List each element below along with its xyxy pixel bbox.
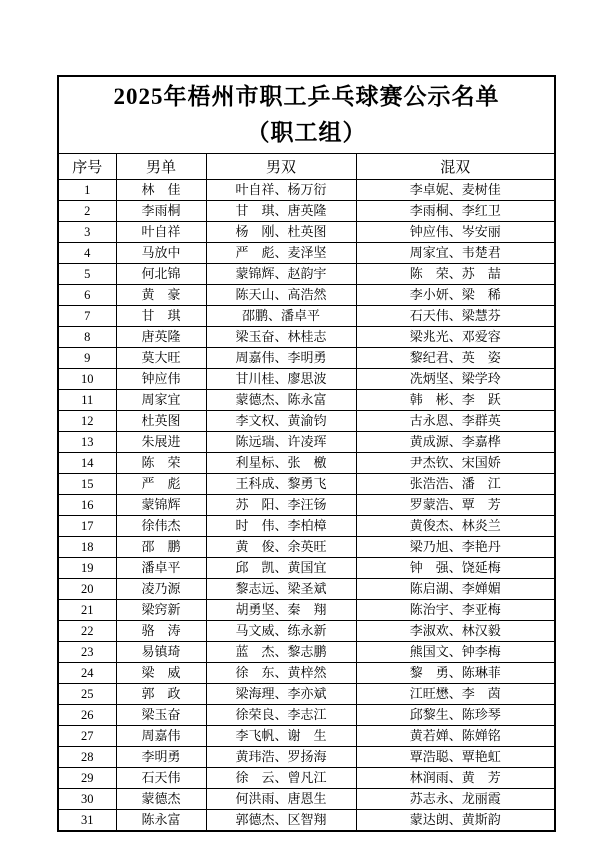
mens-singles-cell: 徐伟杰 bbox=[116, 515, 206, 536]
row-number-cell: 28 bbox=[58, 746, 116, 767]
row-number-cell: 29 bbox=[58, 767, 116, 788]
row-number-cell: 13 bbox=[58, 431, 116, 452]
mixed-doubles-cell: 黎 勇、陈琳菲 bbox=[356, 662, 555, 683]
table-row bbox=[58, 536, 555, 557]
mens-singles-cell: 李明勇 bbox=[116, 746, 206, 767]
mens-singles-cell: 石天伟 bbox=[116, 767, 206, 788]
row-number-cell: 22 bbox=[58, 620, 116, 641]
row-number-cell: 31 bbox=[58, 809, 116, 831]
table-row bbox=[58, 221, 555, 242]
table-row bbox=[58, 473, 555, 494]
mens-doubles-cell: 蒙德杰、陈永富 bbox=[206, 389, 356, 410]
column-header-mens-singles: 男单 bbox=[116, 153, 206, 179]
row-number-cell: 27 bbox=[58, 725, 116, 746]
row-number-cell: 9 bbox=[58, 347, 116, 368]
mens-doubles-cell: 徐 云、曾凡江 bbox=[206, 767, 356, 788]
header-row bbox=[58, 153, 555, 179]
table-row bbox=[58, 725, 555, 746]
mens-doubles-cell: 何洪雨、唐恩生 bbox=[206, 788, 356, 809]
table-row bbox=[58, 746, 555, 767]
mens-singles-cell: 郭 政 bbox=[116, 683, 206, 704]
row-number-cell: 10 bbox=[58, 368, 116, 389]
mens-doubles-cell: 胡勇坚、秦 翔 bbox=[206, 599, 356, 620]
mens-singles-cell: 严 彪 bbox=[116, 473, 206, 494]
mixed-doubles-cell: 李小妍、梁 稀 bbox=[356, 284, 555, 305]
mixed-doubles-cell: 邱黎生、陈珍琴 bbox=[356, 704, 555, 725]
mixed-doubles-cell: 李雨桐、李红卫 bbox=[356, 200, 555, 221]
row-number-cell: 20 bbox=[58, 578, 116, 599]
mens-doubles-cell: 黄玮浩、罗扬海 bbox=[206, 746, 356, 767]
mixed-doubles-cell: 韩 彬、李 跃 bbox=[356, 389, 555, 410]
mixed-doubles-cell: 苏志永、龙丽霞 bbox=[356, 788, 555, 809]
mens-doubles-cell: 黄 俊、余英旺 bbox=[206, 536, 356, 557]
row-number-cell: 24 bbox=[58, 662, 116, 683]
row-number-cell: 25 bbox=[58, 683, 116, 704]
mens-doubles-cell: 李文权、黄渝钧 bbox=[206, 410, 356, 431]
table-row bbox=[58, 452, 555, 473]
table-row bbox=[58, 809, 555, 831]
mens-doubles-cell: 陈远瑞、许凌珲 bbox=[206, 431, 356, 452]
mens-singles-cell: 林 佳 bbox=[116, 179, 206, 200]
table-row bbox=[58, 578, 555, 599]
row-number-cell: 7 bbox=[58, 305, 116, 326]
mens-doubles-cell: 陈天山、高浩然 bbox=[206, 284, 356, 305]
table-title-line1: 2025年梧州市职工乒乓球赛公示名单 bbox=[113, 84, 500, 110]
mens-doubles-cell: 蓝 杰、黎志鹏 bbox=[206, 641, 356, 662]
mens-singles-cell: 蒙锦辉 bbox=[116, 494, 206, 515]
mens-doubles-cell: 杨 刚、杜英图 bbox=[206, 221, 356, 242]
mixed-doubles-cell: 黄俊杰、林炎兰 bbox=[356, 515, 555, 536]
row-number-cell: 4 bbox=[58, 242, 116, 263]
mixed-doubles-cell: 李淑欢、林汉毅 bbox=[356, 620, 555, 641]
row-number-cell: 11 bbox=[58, 389, 116, 410]
mixed-doubles-cell: 李卓妮、麦树佳 bbox=[356, 179, 555, 200]
mens-singles-cell: 陈永富 bbox=[116, 809, 206, 831]
table-row bbox=[58, 494, 555, 515]
table-row bbox=[58, 683, 555, 704]
table-row bbox=[58, 515, 555, 536]
mens-singles-cell: 潘卓平 bbox=[116, 557, 206, 578]
table-row bbox=[58, 347, 555, 368]
table-row bbox=[58, 767, 555, 788]
row-number-cell: 26 bbox=[58, 704, 116, 725]
column-header-no: 序号 bbox=[58, 153, 116, 179]
row-number-cell: 17 bbox=[58, 515, 116, 536]
mixed-doubles-cell: 林润雨、黄 芳 bbox=[356, 767, 555, 788]
mens-doubles-cell: 严 彪、麦泽坚 bbox=[206, 242, 356, 263]
row-number-cell: 16 bbox=[58, 494, 116, 515]
mens-doubles-cell: 时 伟、李柏樟 bbox=[206, 515, 356, 536]
mens-singles-cell: 梁 威 bbox=[116, 662, 206, 683]
table-row bbox=[58, 599, 555, 620]
table-row bbox=[58, 200, 555, 221]
table-row bbox=[58, 179, 555, 200]
mens-doubles-cell: 郭德杰、区智翔 bbox=[206, 809, 356, 831]
mens-doubles-cell: 邵鹏、潘卓平 bbox=[206, 305, 356, 326]
row-number-cell: 23 bbox=[58, 641, 116, 662]
row-number-cell: 3 bbox=[58, 221, 116, 242]
table-row bbox=[58, 284, 555, 305]
column-header-mixed-doubles: 混双 bbox=[356, 153, 555, 179]
mixed-doubles-cell: 罗蒙浩、覃 芳 bbox=[356, 494, 555, 515]
mens-singles-cell: 何北锦 bbox=[116, 263, 206, 284]
table-row bbox=[58, 263, 555, 284]
mens-doubles-cell: 徐荣良、李志江 bbox=[206, 704, 356, 725]
mens-doubles-cell: 甘 琪、唐英隆 bbox=[206, 200, 356, 221]
mens-singles-cell: 甘 琪 bbox=[116, 305, 206, 326]
mens-singles-cell: 马放中 bbox=[116, 242, 206, 263]
mixed-doubles-cell: 梁乃旭、李艳丹 bbox=[356, 536, 555, 557]
row-number-cell: 6 bbox=[58, 284, 116, 305]
row-number-cell: 15 bbox=[58, 473, 116, 494]
mens-singles-cell: 叶自祥 bbox=[116, 221, 206, 242]
table-row bbox=[58, 557, 555, 578]
row-number-cell: 21 bbox=[58, 599, 116, 620]
table-row bbox=[58, 326, 555, 347]
roster-table bbox=[57, 75, 556, 832]
mens-singles-cell: 杜英图 bbox=[116, 410, 206, 431]
table-title bbox=[58, 76, 555, 153]
row-number-cell: 5 bbox=[58, 263, 116, 284]
mixed-doubles-cell: 黄若婵、陈婵铭 bbox=[356, 725, 555, 746]
mixed-doubles-cell: 张浩浩、潘 江 bbox=[356, 473, 555, 494]
table-row bbox=[58, 431, 555, 452]
mixed-doubles-cell: 熊国文、钟李梅 bbox=[356, 641, 555, 662]
mixed-doubles-cell: 梁兆光、邓爱容 bbox=[356, 326, 555, 347]
row-number-cell: 18 bbox=[58, 536, 116, 557]
mixed-doubles-cell: 江旺懋、李 茵 bbox=[356, 683, 555, 704]
mixed-doubles-cell: 陈启湖、李婵媚 bbox=[356, 578, 555, 599]
mens-doubles-cell: 李飞帆、谢 生 bbox=[206, 725, 356, 746]
row-number-cell: 14 bbox=[58, 452, 116, 473]
table-row bbox=[58, 641, 555, 662]
mixed-doubles-cell: 覃浩聪、覃艳虹 bbox=[356, 746, 555, 767]
mixed-doubles-cell: 石天伟、梁慧芬 bbox=[356, 305, 555, 326]
mens-doubles-cell: 梁海理、李亦斌 bbox=[206, 683, 356, 704]
mens-doubles-cell: 利星标、张 檄 bbox=[206, 452, 356, 473]
row-number-cell: 2 bbox=[58, 200, 116, 221]
mens-singles-cell: 李雨桐 bbox=[116, 200, 206, 221]
mens-singles-cell: 骆 涛 bbox=[116, 620, 206, 641]
table-row bbox=[58, 368, 555, 389]
table-row bbox=[58, 662, 555, 683]
mixed-doubles-cell: 周家宜、韦楚君 bbox=[356, 242, 555, 263]
mens-singles-cell: 梁玉奋 bbox=[116, 704, 206, 725]
mens-doubles-cell: 蒙锦辉、赵韵宇 bbox=[206, 263, 356, 284]
mixed-doubles-cell: 冼炳坚、梁学玲 bbox=[356, 368, 555, 389]
mens-singles-cell: 唐英隆 bbox=[116, 326, 206, 347]
table-row bbox=[58, 410, 555, 431]
mens-singles-cell: 周嘉伟 bbox=[116, 725, 206, 746]
row-number-cell: 19 bbox=[58, 557, 116, 578]
column-header-mens-doubles: 男双 bbox=[206, 153, 356, 179]
mixed-doubles-cell: 陈 荣、苏 喆 bbox=[356, 263, 555, 284]
table-row bbox=[58, 704, 555, 725]
table-row bbox=[58, 389, 555, 410]
mens-doubles-cell: 甘川桂、廖思波 bbox=[206, 368, 356, 389]
mixed-doubles-cell: 钟 强、饶延梅 bbox=[356, 557, 555, 578]
mens-doubles-cell: 苏 阳、李汪钖 bbox=[206, 494, 356, 515]
mixed-doubles-cell: 陈治宇、李亚梅 bbox=[356, 599, 555, 620]
table-body bbox=[58, 179, 555, 831]
mens-singles-cell: 蒙德杰 bbox=[116, 788, 206, 809]
title-row bbox=[58, 76, 555, 153]
row-number-cell: 1 bbox=[58, 179, 116, 200]
mens-doubles-cell: 马文威、练永新 bbox=[206, 620, 356, 641]
table-row bbox=[58, 305, 555, 326]
mens-singles-cell: 梁窍新 bbox=[116, 599, 206, 620]
mens-singles-cell: 黄 豪 bbox=[116, 284, 206, 305]
mens-doubles-cell: 徐 东、黄梓然 bbox=[206, 662, 356, 683]
mens-singles-cell: 钟应伟 bbox=[116, 368, 206, 389]
mens-doubles-cell: 邱 凯、黄国宜 bbox=[206, 557, 356, 578]
mens-singles-cell: 陈 荣 bbox=[116, 452, 206, 473]
mixed-doubles-cell: 蒙达朗、黄斯韵 bbox=[356, 809, 555, 831]
mens-doubles-cell: 王科成、黎勇飞 bbox=[206, 473, 356, 494]
mixed-doubles-cell: 尹杰钦、宋国娇 bbox=[356, 452, 555, 473]
mixed-doubles-cell: 黄成源、李嘉桦 bbox=[356, 431, 555, 452]
row-number-cell: 12 bbox=[58, 410, 116, 431]
mens-singles-cell: 邵 鹏 bbox=[116, 536, 206, 557]
mens-doubles-cell: 梁玉奋、林桂志 bbox=[206, 326, 356, 347]
mens-singles-cell: 易镇琦 bbox=[116, 641, 206, 662]
table-row bbox=[58, 788, 555, 809]
mixed-doubles-cell: 钟应伟、岑安丽 bbox=[356, 221, 555, 242]
table-title-line2: （职工组） bbox=[246, 119, 367, 145]
table-row bbox=[58, 620, 555, 641]
mens-doubles-cell: 叶自祥、杨万衍 bbox=[206, 179, 356, 200]
row-number-cell: 30 bbox=[58, 788, 116, 809]
mens-singles-cell: 莫大旺 bbox=[116, 347, 206, 368]
mens-singles-cell: 朱展进 bbox=[116, 431, 206, 452]
mixed-doubles-cell: 黎纪君、英 姿 bbox=[356, 347, 555, 368]
mens-doubles-cell: 周嘉伟、李明勇 bbox=[206, 347, 356, 368]
mixed-doubles-cell: 古永恩、李群英 bbox=[356, 410, 555, 431]
mens-singles-cell: 周家宜 bbox=[116, 389, 206, 410]
row-number-cell: 8 bbox=[58, 326, 116, 347]
table-row bbox=[58, 242, 555, 263]
mens-singles-cell: 凌乃源 bbox=[116, 578, 206, 599]
mens-doubles-cell: 黎志远、梁圣斌 bbox=[206, 578, 356, 599]
